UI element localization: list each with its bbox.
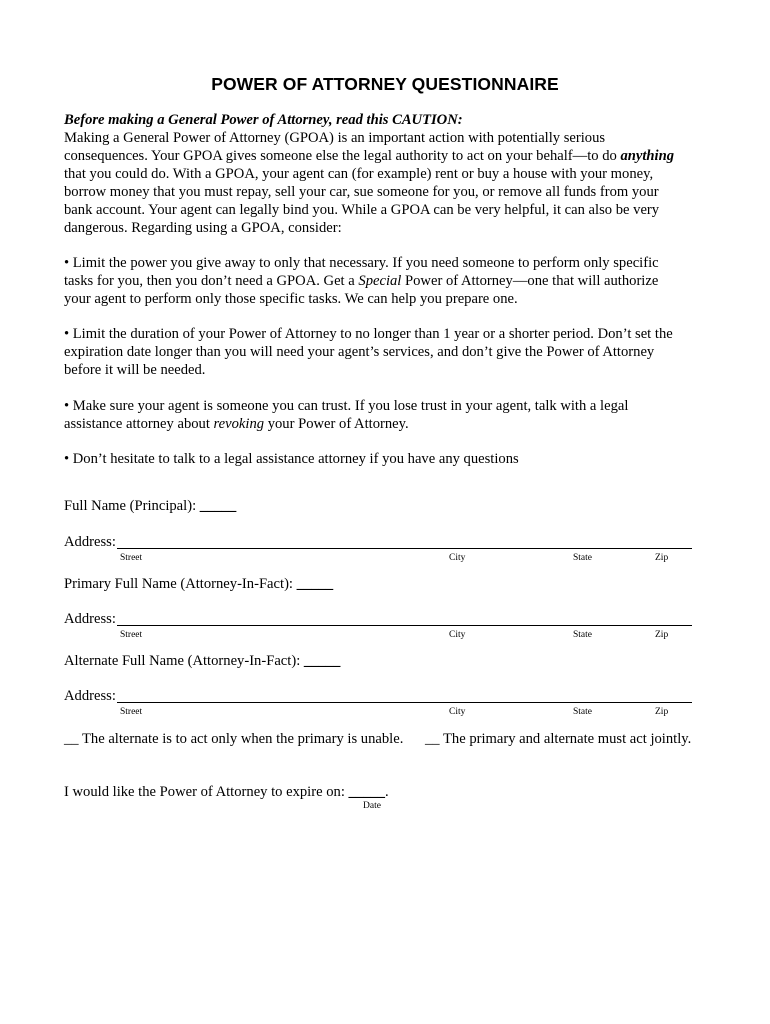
primary-name-field [64, 576, 333, 593]
joint-option[interactable]: __ The primary and alternate must act jointly. [425, 731, 692, 747]
alternate-name-field [64, 653, 340, 670]
principal-name-label: Full Name (Principal): [64, 498, 200, 514]
emphasis-special: Special [358, 273, 402, 289]
city-sublabel: City [449, 707, 466, 717]
bullet-ask-attorney: • Don’t hesitate to talk to a legal assistance attorney if you have any questions [64, 451, 519, 467]
primary-name-blank[interactable]: _____ [296, 576, 334, 592]
caution-line: Making a General Power of Attorney (GPOA) is an important action with potentially serious [64, 130, 606, 146]
date-sublabel: Date [363, 801, 381, 811]
state-sublabel: State [573, 707, 592, 717]
street-sublabel: Street [120, 553, 143, 563]
expiration-field: I would like the Power of Attorney to expire on: _____. [64, 784, 389, 800]
state-sublabel: State [573, 630, 592, 640]
street-sublabel: Street [120, 630, 143, 640]
caution-line: bank account. Your agent can legally bind you. While a GPOA can be very helpful, it can also be very [64, 202, 660, 218]
principal-name-field [64, 498, 236, 515]
caution-heading: Before making a General Power of Attorney, read this CAUTION: [64, 112, 463, 128]
alternate-name-label: Alternate Full Name (Attorney-In-Fact): [64, 653, 304, 669]
alternate-address-row [64, 688, 692, 722]
page-title: POWER OF ATTORNEY QUESTIONNAIRE [211, 74, 559, 94]
street-sublabel: Street [120, 707, 143, 717]
zip-sublabel: Zip [655, 630, 669, 640]
caution-line: consequences. Your GPOA gives someone else the legal authority to act on your behalf—to do anything [64, 148, 675, 164]
primary-address-row [64, 611, 692, 645]
address-label: Address: [64, 534, 116, 550]
emphasis-revoking: revoking [213, 416, 265, 432]
alternate-name-blank[interactable]: _____ [303, 653, 341, 669]
caution-line: borrow money that you must repay, sell your car, sue someone for you, or remove all funds from your [64, 184, 659, 200]
principal-address-row [64, 534, 692, 568]
zip-sublabel: Zip [655, 553, 669, 563]
city-sublabel: City [449, 553, 466, 563]
zip-sublabel: Zip [655, 707, 669, 717]
address-label: Address: [64, 611, 116, 627]
bullet-trust-agent: • Make sure your agent is someone you can trust. If you lose trust in your agent, talk with a legal assistance attorney about revoking your Power of Attorney. [64, 398, 629, 432]
expiration-label: I would like the Power of Attorney to expire on: [64, 784, 349, 800]
alternate-only-option[interactable]: __ The alternate is to act only when the primary is unable. [64, 731, 404, 747]
city-sublabel: City [449, 630, 466, 640]
caution-line: dangerous. Regarding using a GPOA, consider: [64, 220, 342, 236]
address-label: Address: [64, 688, 116, 704]
alternate-address-line[interactable] [117, 702, 692, 703]
bullet-limit-duration: • Limit the duration of your Power of Attorney to no longer than 1 year or a shorter period. Don’t set the expiration date longer than you will need your agent’s services, and don’t give the Power of Attorney before it will be needed. [64, 326, 673, 378]
caution-line: that you could do. With a GPOA, your agent can (for example) rent or buy a house with your money, [64, 166, 654, 182]
principal-name-blank[interactable]: _____ [199, 498, 237, 514]
bullet-limit-power: • Limit the power you give away to only that necessary. If you need someone to perform only specific tasks for you, then you don’t need a GPOA. Get a Special Power of Attorney—one that will authorize your agent to perform only those specific tasks. We can help you prepare one. [64, 255, 659, 307]
caution-section [64, 111, 714, 237]
primary-address-line[interactable] [117, 625, 692, 626]
primary-name-label: Primary Full Name (Attorney-In-Fact): [64, 576, 297, 592]
state-sublabel: State [573, 553, 592, 563]
expiration-blank[interactable]: _____ [348, 784, 386, 800]
principal-address-line[interactable] [117, 548, 692, 549]
emphasis-anything: anything [620, 148, 675, 164]
